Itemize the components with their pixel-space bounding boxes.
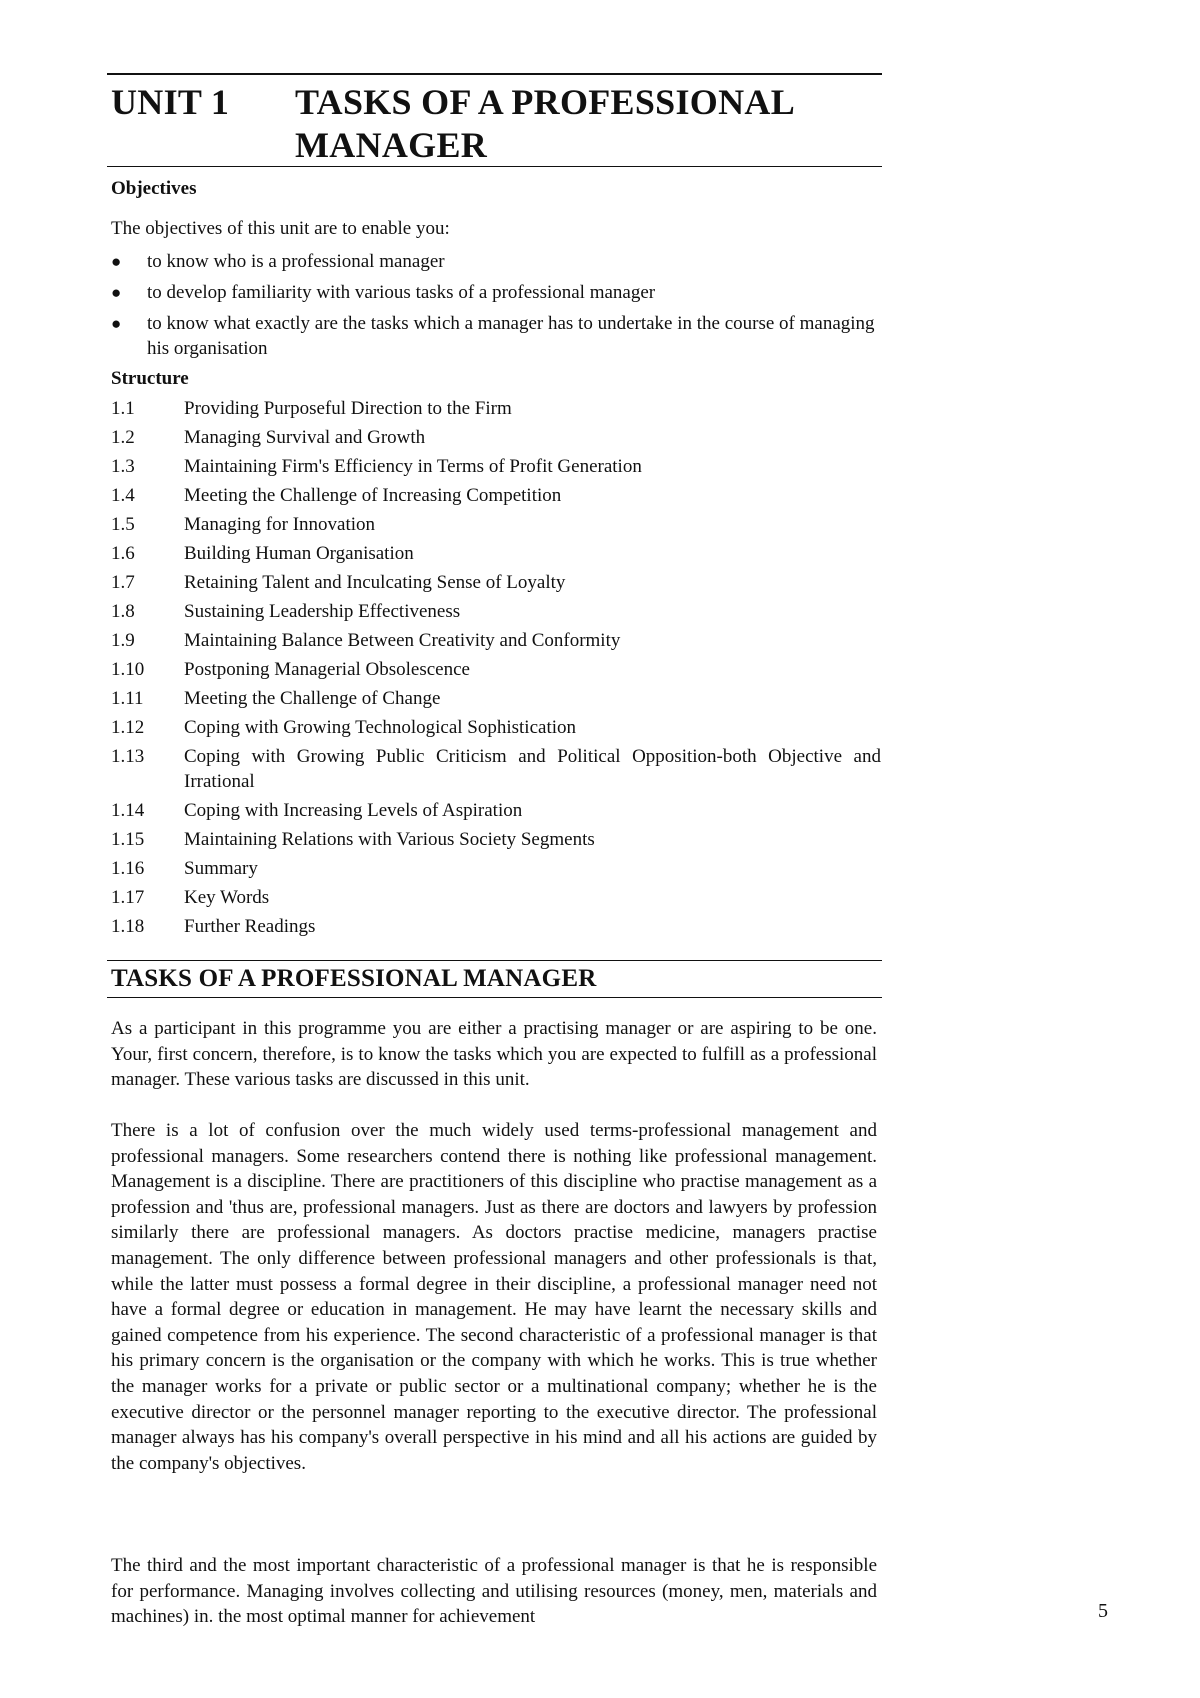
structure-item bbox=[111, 856, 881, 881]
page-number: 5 bbox=[1098, 1600, 1108, 1622]
section-title: TASKS OF A PROFESSIONAL MANAGER bbox=[107, 960, 882, 998]
structure-item bbox=[111, 914, 881, 939]
structure-item bbox=[111, 483, 881, 508]
structure-item bbox=[111, 827, 881, 852]
structure-item-number: 1.6 bbox=[111, 543, 135, 564]
body-paragraph: There is a lot of confusion over the much widely used terms-professional management and professional managers. Some researchers contend there is nothing like professional management. Management is a discipline. There are practitioners of this discipline who practise management as a profession and 'thus are, professional managers. Just as there are doctors and lawyers by profession similarly there are professional managers. As doctors practise medicine, managers practise management. The only difference between professional managers and other professionals is that, while the latter must possess a formal degree in their discipline, a professional manager need not have a formal degree or education in management. He may have learnt the necessary skills and gained competence from his experience. The second characteristic of a professional manager is that his primary concern is the organisation or the company with which he works. This is true whether the manager works for a private or public sector or a multinational company; whether he is the executive director or the personnel manager reporting to the executive director. The professional manager always has his company's overall perspective in his mind and all his actions are guided by the company's objectives. bbox=[111, 1120, 877, 1474]
structure-item bbox=[111, 686, 881, 711]
structure-item-number: 1.7 bbox=[111, 572, 135, 593]
structure-item-title: Summary bbox=[184, 858, 258, 879]
structure-item-number: 1.10 bbox=[111, 659, 145, 680]
structure-item-title: Retaining Talent and Inculcating Sense of Loyalty bbox=[184, 572, 566, 593]
structure-item bbox=[111, 715, 881, 740]
structure-item bbox=[111, 657, 881, 682]
structure-item bbox=[111, 454, 881, 479]
objectives-intro: The objectives of this unit are to enable you: bbox=[111, 218, 450, 239]
objective-item: ● to develop familiarity with various tasks of a professional manager bbox=[111, 282, 656, 303]
structure-item-number: 1.2 bbox=[111, 427, 135, 448]
structure-item-number: 1.4 bbox=[111, 485, 135, 506]
structure-item-number: 1.8 bbox=[111, 601, 135, 622]
unit-title: TASKS OF A PROFESSIONAL MANAGER bbox=[295, 82, 794, 165]
structure-item-title: Coping with Increasing Levels of Aspiration bbox=[184, 800, 523, 821]
structure-item-number: 1.17 bbox=[111, 887, 145, 908]
structure-item bbox=[111, 628, 881, 653]
structure-item bbox=[111, 744, 881, 794]
structure-item-number: 1.15 bbox=[111, 829, 145, 850]
structure-item-number: 1.9 bbox=[111, 630, 135, 651]
structure-item bbox=[111, 512, 881, 537]
objective-item: ● to know who is a professional manager bbox=[111, 251, 445, 272]
structure-item-number: 1.11 bbox=[111, 688, 144, 709]
structure-item bbox=[111, 599, 881, 624]
structure-item bbox=[111, 798, 881, 823]
structure-list bbox=[111, 396, 881, 943]
bullet-icon: ● bbox=[111, 252, 122, 271]
bullet-icon: ● bbox=[111, 314, 122, 333]
objectives-heading: Objectives bbox=[111, 178, 197, 199]
structure-item-number: 1.13 bbox=[111, 746, 145, 767]
structure-item-number: 1.14 bbox=[111, 800, 145, 821]
structure-item-number: 1.1 bbox=[111, 398, 135, 419]
structure-item-number: 1.18 bbox=[111, 916, 145, 937]
bullet-icon: ● bbox=[111, 283, 122, 302]
structure-heading: Structure bbox=[111, 368, 189, 389]
structure-item-title: Maintaining Balance Between Creativity and Conformity bbox=[184, 630, 621, 651]
structure-item-title: Maintaining Firm's Efficiency in Terms of Profit Generation bbox=[184, 456, 642, 477]
structure-item bbox=[111, 570, 881, 595]
structure-item bbox=[111, 425, 881, 450]
structure-item-number: 1.5 bbox=[111, 514, 135, 535]
structure-item bbox=[111, 885, 881, 910]
structure-item-number: 1.12 bbox=[111, 717, 145, 738]
structure-item-title: Providing Purposeful Direction to the Firm bbox=[184, 398, 512, 419]
structure-item-title: Meeting the Challenge of Change bbox=[184, 688, 441, 709]
structure-item bbox=[111, 541, 881, 566]
unit-number: UNIT 1 bbox=[111, 82, 230, 122]
structure-item-title: Coping with Growing Technological Sophistication bbox=[184, 717, 577, 738]
structure-item bbox=[111, 396, 881, 421]
objective-item: ● to know what exactly are the tasks which a manager has to undertake in the course of managing his organisation bbox=[111, 313, 875, 359]
structure-item-title: Managing for Innovation bbox=[184, 514, 376, 535]
structure-item-title: Managing Survival and Growth bbox=[184, 427, 426, 448]
body-paragraph: As a participant in this programme you are either a practising manager or are aspiring to be one. Your, first concern, therefore, is to know the tasks which you are expected to fulfill as a professional manager. These various tasks are discussed in this unit. bbox=[111, 1018, 877, 1091]
structure-item-number: 1.16 bbox=[111, 858, 145, 879]
structure-item-title: Key Words bbox=[184, 887, 270, 908]
structure-item-title: Postponing Managerial Obsolescence bbox=[184, 659, 470, 680]
structure-item-title: Coping with Growing Public Criticism and Political Opposition-both Objective and Irrational bbox=[184, 746, 881, 792]
structure-item-title: Sustaining Leadership Effectiveness bbox=[184, 601, 461, 622]
structure-item-title: Meeting the Challenge of Increasing Competition bbox=[184, 485, 562, 506]
structure-item-title: Further Readings bbox=[184, 916, 316, 937]
structure-item-title: Building Human Organisation bbox=[184, 543, 414, 564]
unit-header bbox=[107, 73, 882, 167]
objectives-list bbox=[111, 249, 881, 367]
structure-item-title: Maintaining Relations with Various Society Segments bbox=[184, 829, 595, 850]
body-paragraph: The third and the most important characteristic of a professional manager is that he is responsible for performance. Managing involves collecting and utilising resources (money, men, materials and machines) in. the most optimal manner for achievement bbox=[111, 1555, 877, 1628]
structure-item-number: 1.3 bbox=[111, 456, 135, 477]
